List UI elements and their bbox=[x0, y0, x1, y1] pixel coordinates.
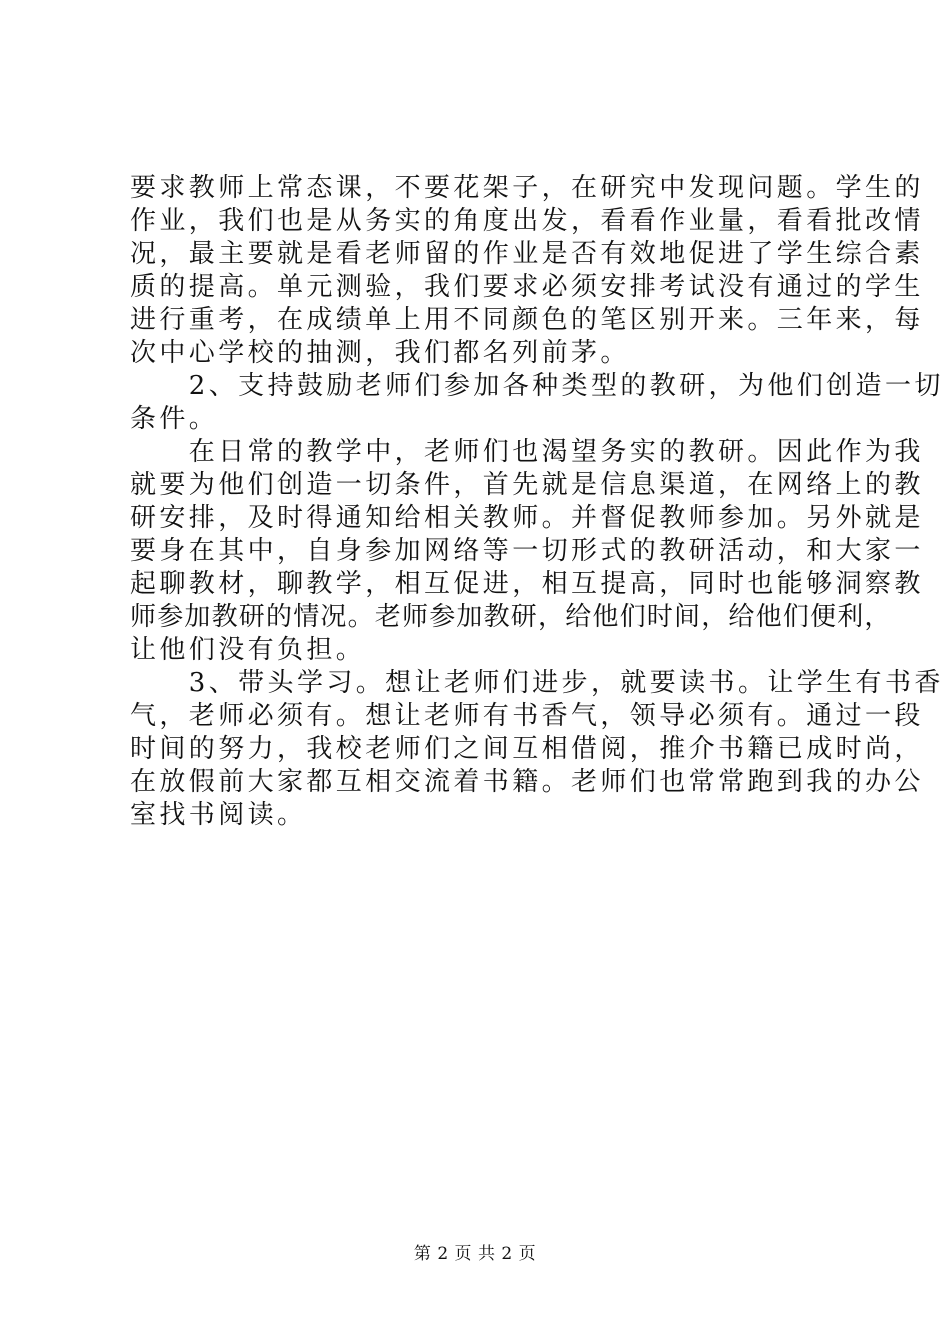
text-line: 气，老师必须有。想让老师有书香气，领导必须有。通过一段 bbox=[130, 701, 924, 731]
text-line: 况，最主要就是看老师留的作业是否有效地促进了学生综合素 bbox=[130, 239, 924, 269]
text-line: 起聊教材，聊教学，相互促进，相互提高，同时也能够洞察教 bbox=[130, 569, 924, 599]
text-line: 要求教师上常态课，不要花架子，在研究中发现问题。学生的 bbox=[130, 173, 924, 203]
page-number-footer: 第 2 页 共 2 页 bbox=[413, 1244, 537, 1264]
text-line: 在日常的教学中，老师们也渴望务实的教研。因此作为我 bbox=[130, 437, 924, 467]
text-line: 要身在其中，自身参加网络等一切形式的教研活动，和大家一 bbox=[130, 536, 924, 566]
text-line: 时间的努力，我校老师们之间互相借阅，推介书籍已成时尚， bbox=[130, 734, 924, 764]
text-line: 让他们没有负担。 bbox=[130, 635, 366, 665]
text-line: 条件。 bbox=[130, 404, 219, 434]
text-line: 室找书阅读。 bbox=[130, 800, 307, 830]
text-line: 次中心学校的抽测，我们都名列前茅。 bbox=[130, 338, 630, 368]
text-line: 质的提高。单元测验，我们要求必须安排考试没有通过的学生 bbox=[130, 272, 924, 302]
text-line: 2、支持鼓励老师们参加各种类型的教研，为他们创造一切 bbox=[130, 371, 944, 401]
text-line: 3、带头学习。想让老师们进步，就要读书。让学生有书香 bbox=[130, 668, 944, 698]
body-text bbox=[130, 172, 944, 832]
text-line: 在放假前大家都互相交流着书籍。老师们也常常跑到我的办公 bbox=[130, 767, 924, 797]
text-line: 进行重考，在成绩单上用不同颜色的笔区别开来。三年来，每 bbox=[130, 305, 924, 335]
text-line: 研安排，及时得通知给相关教师。并督促教师参加。另外就是 bbox=[130, 503, 924, 533]
text-line: 就要为他们创造一切条件，首先就是信息渠道，在网络上的教 bbox=[130, 470, 924, 500]
text-line: 作业，我们也是从务实的角度出发，看看作业量，看看批改情 bbox=[130, 206, 924, 236]
text-line: 师参加教研的情况。老师参加教研，给他们时间，给他们便利， bbox=[130, 602, 892, 632]
